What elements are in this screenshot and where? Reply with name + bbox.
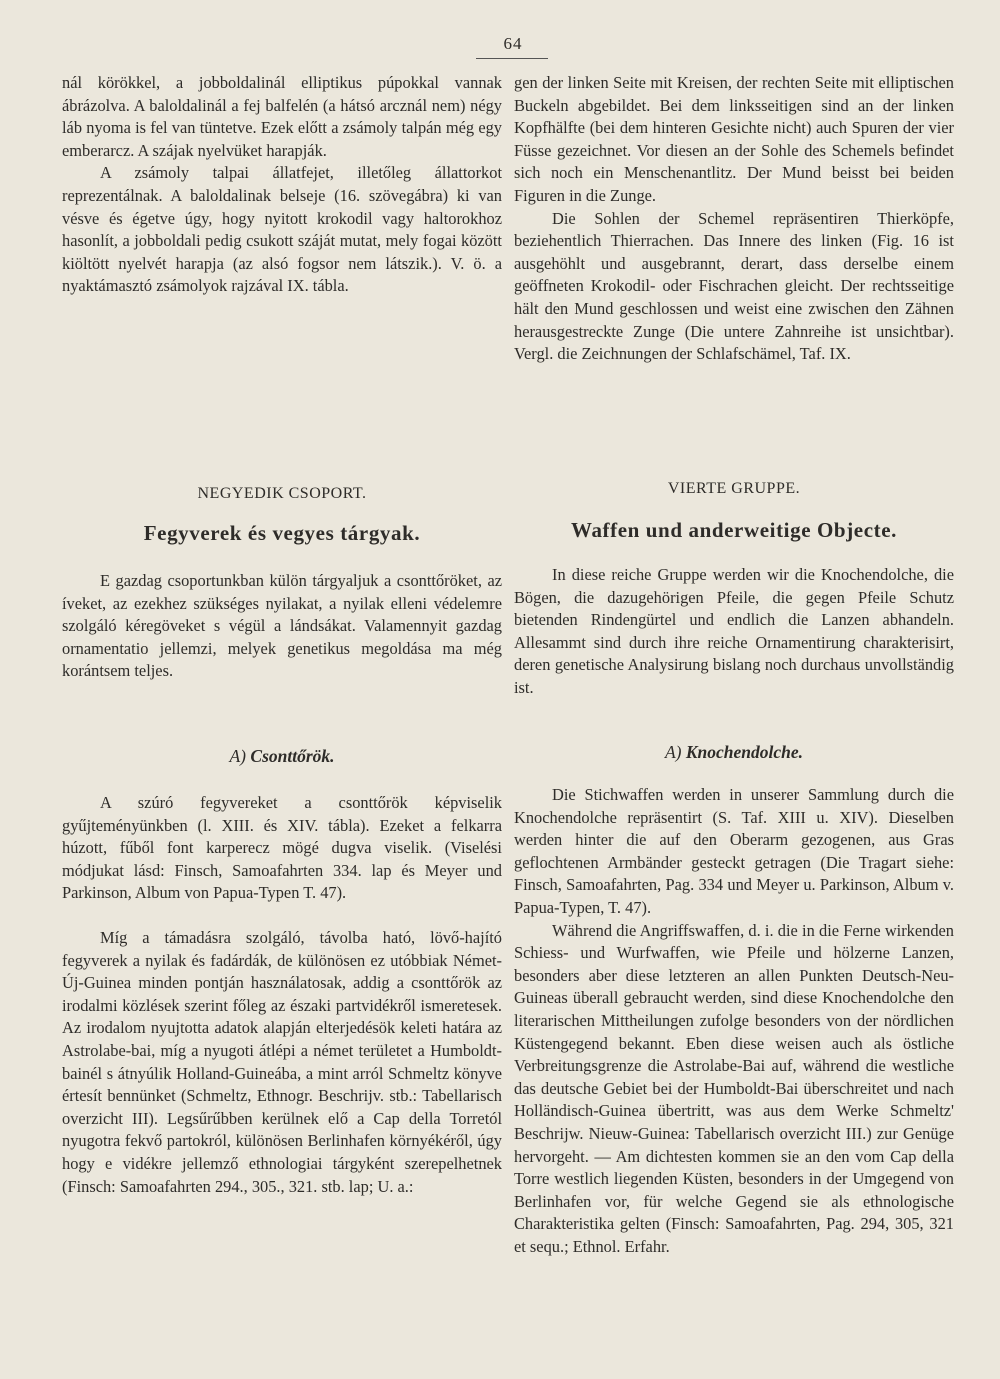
section-letter: A) <box>664 742 682 762</box>
group-title: Waffen und anderweitige Objecte. <box>571 518 897 542</box>
hungarian-paragraph: E gazdag csoportunkban külön tárgyaljuk a csonttőröket, az íveket, az ezekhez szükséges nyilakat, a nyilak elleni védelemre szolgáló kéregöveket s végül a lándsákat. Valamennyit gazdag ornamentatio jellemzi, melyek genetikus megoldása ma még korántsem teljes. <box>62 571 502 681</box>
german-paragraph: gen der linken Seite mit Kreisen, der rechten Seite mit elliptischen Buckeln abgebildet. Bei dem linksseitigen sind an der linken Kopfhälfte (bei dem hinteren Gesichte nicht) auch Spuren der vier Füsse gezeichnet. Vor diesen an der Sohle des Schemels befindet sich noch ein Menschenantlitz. Der Mund beisst bei beiden Figuren in die Zunge. <box>514 73 954 205</box>
german-paragraph: In diese reiche Gruppe werden wir die Knochendolche, die Bögen, die dazugehörigen Pfeile, die gegen Pfeile Schutz bietenden Rindengürtel und endlich die Lanzen abhandeln. Allesammt sind durch ihre reiche Ornamentirung charakterisirt, deren genetische Analysirung bislang noch durchaus unvollständig ist. <box>514 565 954 697</box>
hungarian-section-text <box>62 792 502 1198</box>
hungarian-section-heading <box>62 746 502 767</box>
section-heading <box>62 746 502 767</box>
group-title: Fegyverek és vegyes tárgyak. <box>143 521 421 545</box>
german-group-intro <box>514 564 954 700</box>
hungarian-group-heading <box>62 485 502 546</box>
section-title: Knochendolche. <box>685 742 804 762</box>
section-letter: A) <box>229 746 247 766</box>
group-label: VIERTE GRUPPE. <box>667 480 801 497</box>
german-paragraph: Während die Angriffswaffen, d. i. die in die Ferne wirkenden Schiess- und Wurfwaffen, wie Pfeile und hölzerne Lanzen, besonders aber diese letzteren an allen Punkten Deutsch-Neu-Guineas überall gebraucht werden, sind diese Knochendolche den literarischen Mittheilungen zufolge besonders von der nördlichen Küstengegend bekannt. Eben diese weisen auch als östliche Verbreitungsgrenze die Astrolabe-Bai auf, während die westliche das deutsche Gebiet bei der Humboldt-Bai überschreitet und nach Holländisch-Guinea übertritt, was aus dem Werke Schmeltz' Beschrijw. Nieuw-Guinea: Tabellarisch overzicht III.) zur Genüge hervorgeht. — Am dichtesten kommen sie an den vom Cap della Torre westlich liegenden Küsten, besonders in der Umgegend von Berlinhafen vor, für welche Gegend sie als ethnologische Charakteristika gelten (Finsch: Samoafahrten, Pag. 294, 305, 321 et sequ.; Ethnol. Erfahr. <box>514 920 954 1256</box>
german-section-text <box>514 784 954 1258</box>
section-title: Csonttőrök. <box>250 746 335 766</box>
section-heading <box>514 742 954 763</box>
german-top-text <box>514 72 954 366</box>
page-number-rule <box>476 58 548 59</box>
hungarian-paragraph: A szúró fegyvereket a csonttőrök képviselik gyűjteményünkben (l. XIII. és XIV. tábla). Ezeket a felkarra húzott, fűből font karperecz mögé dugva viselik. (Viselési módjukat lásd: Finsch, Samoafahrten 334. lap és Meyer und Parkinson, Album von Papua-Typen T. 47). <box>62 793 502 903</box>
hungarian-paragraph: A zsámoly talpai állatfejet, illetőleg állattorkot reprezentálnak. A baloldalinak belseje (16. szövegábra) ki van vésve és égetve úgy, hogy nyitott krokodil vagy haltorokhoz hasonlít, a jobboldali pedig csukott száját mutat, mely fogai között kiöltött nyelvét harapja (az alsó fogsor nem látszik.). V. ö. a nyaktámasztó zsámolyok rajzával IX. tábla. <box>62 163 502 296</box>
german-group-heading <box>514 480 954 543</box>
hungarian-group-intro <box>62 570 502 683</box>
page-number: 64 <box>503 34 523 53</box>
hungarian-paragraph: nál körökkel, a jobboldalinál elliptikus púpokkal vannak ábrázolva. A baloldalinál a fej balfelén (a hátsó arcznál nem) négy láb nyoma is fel van tüntetve. Ezek előtt a zsámoly talpán még egy emberarcz. A szájak nyelvüket harapják. <box>62 73 502 160</box>
hungarian-top-text <box>62 72 502 298</box>
german-paragraph: Die Stichwaffen werden in unserer Sammlung durch die Knochendolche repräsentirt (S. Taf. XIII u. XIV). Dieselben werden hinter die auf den Oberarm gezogenen, aus Gras geflochtenen Armbänder gesteckt getragen (Die Tragart siehe: Finsch, Samoafahrten, Pag. 334 und Meyer u. Parkinson, Album v. Papua-Typen, T. 47). <box>514 785 954 917</box>
german-paragraph: Die Sohlen der Schemel repräsentiren Thierköpfe, beziehentlich Thierrachen. Das Innere des linken (Fig. 16 ist ausgehöhlt und ausgebrannt, derart, dass derselbe einem geöffneten Krokodil- oder Fischrachen gleicht. Der rechtsseitige hält den Mund geschlossen und weist eine zwischen den Zähnen herausgestreckte Zunge (Die untere Zahnreihe ist unsichtbar). Vergl. die Zeichnungen der Schlafschämel, Taf. IX. <box>514 208 954 364</box>
group-label: NEGYEDIK CSOPORT. <box>197 485 367 502</box>
hungarian-paragraph: Míg a támadásra szolgáló, távolba ható, lövő-hajító fegyverek a nyilak és fadárdák, de különösen ez utóbbiak Német-Új-Guinea minden pontján használatosak, addig a csonttőrök az irodalmi közlések szerint főleg az északi partvidékről ismeretesek. Az irodalom nyujtotta adatok alapján elterjedésök keleti határa az Astrolabe-bai, míg a nyugoti átlépi a német területet a Humboldt-bainél s átnyúlik Holland-Guineába, a mint arról Schmeltz könyve értesít bennünket (Schmeltz, Ethnogr. Beschrijv. stb.: Tabellarisch overzicht III). Legsűrűbben kerülnek elő a Cap della Torretól nyugotra fekvő partokról, különösen Berlinhafen környékéről, úgy hogy e vidékre jellemző ethnologiai tárgyként szerepelhetnek (Finsch: Samoafahrten 294., 305., 321. stb. lap; U. a.: <box>62 927 502 1196</box>
german-section-heading <box>514 742 954 763</box>
